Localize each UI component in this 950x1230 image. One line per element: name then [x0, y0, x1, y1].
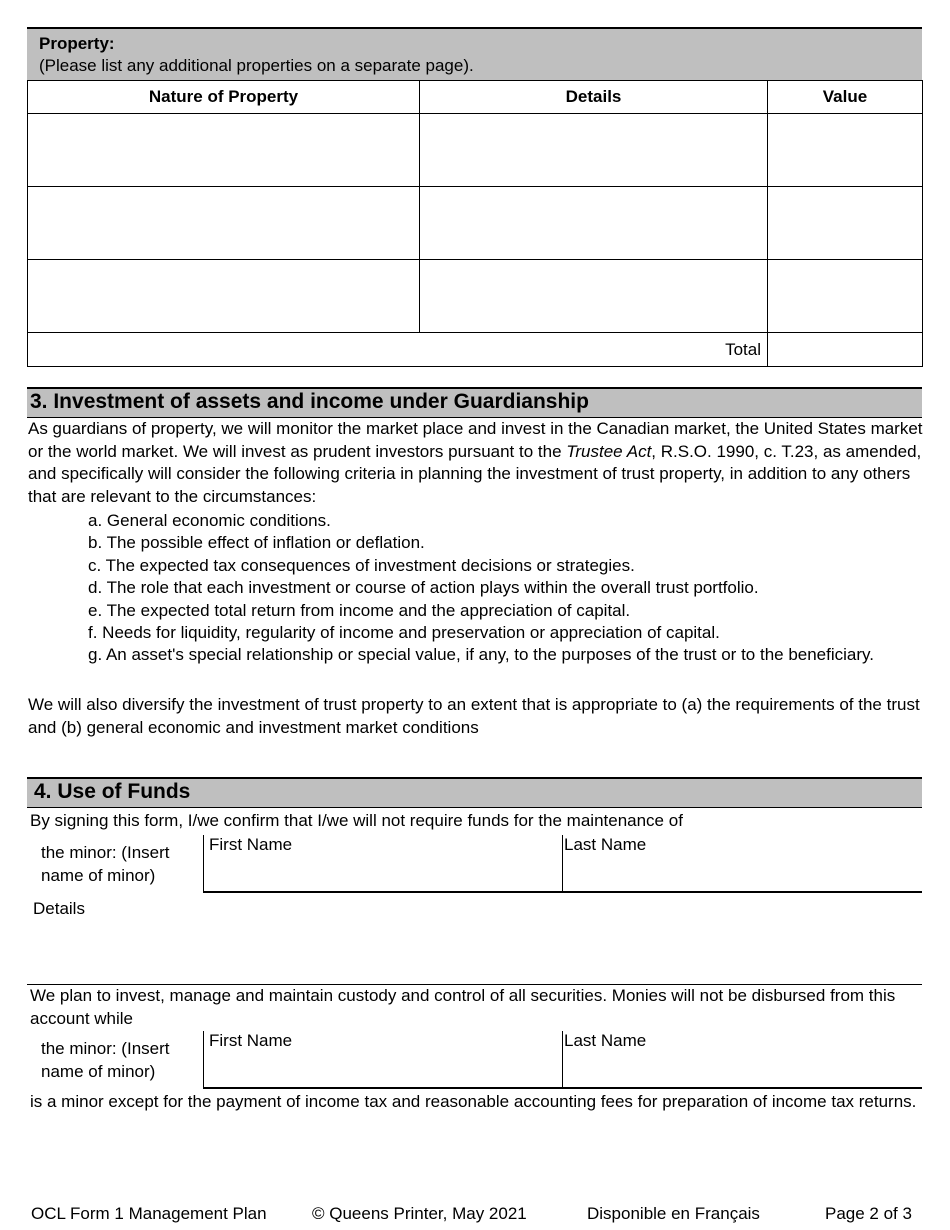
first-name-field-2[interactable] — [204, 1031, 563, 1087]
property-table — [27, 80, 923, 367]
minor-label-2-text: the minor: (Insert name of minor) — [41, 1039, 170, 1081]
section-3-intro — [28, 418, 923, 508]
minor-label-text: the minor: (Insert name of minor) — [41, 843, 170, 885]
minor-label-2 — [41, 1038, 191, 1083]
table-row — [28, 187, 923, 260]
plan-text: We plan to invest, manage and maintain custody and control of all securities. Monies will not be disbursed from this account while — [30, 986, 896, 1028]
footer-page-number: Page 2 of 3 — [825, 1204, 912, 1223]
first-name-label: First Name — [209, 835, 293, 854]
list-item: g. An asset's special relationship or special value, if any, to the purposes of the trust or to the beneficiary. — [88, 645, 874, 665]
section-3-heading — [27, 387, 922, 418]
list-item: d. The role that each investment or course of action plays within the overall trust portfolio. — [88, 578, 759, 598]
first-name-field[interactable] — [204, 835, 563, 891]
last-name-field[interactable] — [563, 835, 924, 891]
property-header — [27, 27, 922, 80]
last-name-label-2: Last Name — [564, 1031, 647, 1050]
total-row — [28, 333, 923, 367]
section-3-closing: We will also diversify the investment of trust property to an extent that is appropriate to (a) the requirements of the trust and (b) general economic and investment market conditions — [28, 695, 920, 737]
criteria-list — [88, 510, 888, 667]
details-input[interactable] — [27, 924, 922, 982]
table-row — [28, 260, 923, 333]
confirm-text: By signing this form, I/we confirm that I/we will not require funds for the maintenance of — [30, 811, 683, 830]
details-input[interactable] — [420, 260, 768, 333]
list-item: c. The expected tax consequences of investment decisions or strategies. — [88, 555, 635, 575]
nature-of-property-input[interactable] — [28, 187, 420, 260]
value-input[interactable] — [768, 114, 923, 187]
nature-of-property-input[interactable] — [28, 260, 420, 333]
property-title: Property: — [39, 34, 115, 53]
value-input[interactable] — [768, 260, 923, 333]
table-row — [28, 114, 923, 187]
list-item: f. Needs for liquidity, regularity of income and preservation or appreciation of capital. — [88, 623, 720, 643]
details-input[interactable] — [420, 114, 768, 187]
footer-french: Disponible en Français — [587, 1204, 760, 1223]
nature-of-property-input[interactable] — [28, 114, 420, 187]
column-header-details: Details — [420, 81, 768, 114]
property-note: (Please list any additional properties on a separate page). — [39, 56, 474, 75]
details-label: Details — [33, 899, 85, 918]
column-header-nature: Nature of Property — [28, 81, 420, 114]
list-item: a. General economic conditions. — [88, 511, 331, 530]
trustee-act-title: Trustee Act — [566, 441, 652, 461]
minor-name-fields — [203, 835, 922, 893]
last-name-label: Last Name — [564, 835, 647, 854]
footer-form-name: OCL Form 1 Management Plan — [31, 1204, 267, 1223]
last-name-field-2[interactable] — [563, 1031, 924, 1087]
table-header-row — [28, 81, 923, 114]
footer-copyright: © Queens Printer, May 2021 — [312, 1204, 527, 1223]
list-item: b. The possible effect of inflation or deflation. — [88, 533, 425, 553]
section-4-heading — [27, 777, 922, 808]
value-input[interactable] — [768, 187, 923, 260]
list-item: e. The expected total return from income and the appreciation of capital. — [88, 600, 631, 620]
column-header-value: Value — [768, 81, 923, 114]
first-name-label-2: First Name — [209, 1031, 293, 1050]
total-value-input[interactable] — [768, 333, 923, 367]
details-input[interactable] — [420, 187, 768, 260]
minor-label — [41, 842, 191, 887]
section-4-heading-text: 4. Use of Funds — [34, 780, 191, 803]
except-text: is a minor except for the payment of income tax and reasonable accounting fees for preparation of income tax returns. — [30, 1092, 917, 1111]
section-3-heading-text: 3. Investment of assets and income under Guardianship — [30, 390, 589, 413]
intro-text-part1: As guardians of property, we will monitor the market place and invest in the Canadian market, the United States market or the world market. We will invest as prudent investors pursuant to the — [28, 419, 923, 461]
total-label: Total — [28, 333, 768, 367]
minor-name-fields-2 — [203, 1031, 922, 1089]
intro-text-part2: , R.S.O. 1990, c. T.23, as amended, and specifically will consider the following criteria in planning the investment of trust property, in addition to any others that are relevant to the circumstances: — [28, 441, 922, 506]
